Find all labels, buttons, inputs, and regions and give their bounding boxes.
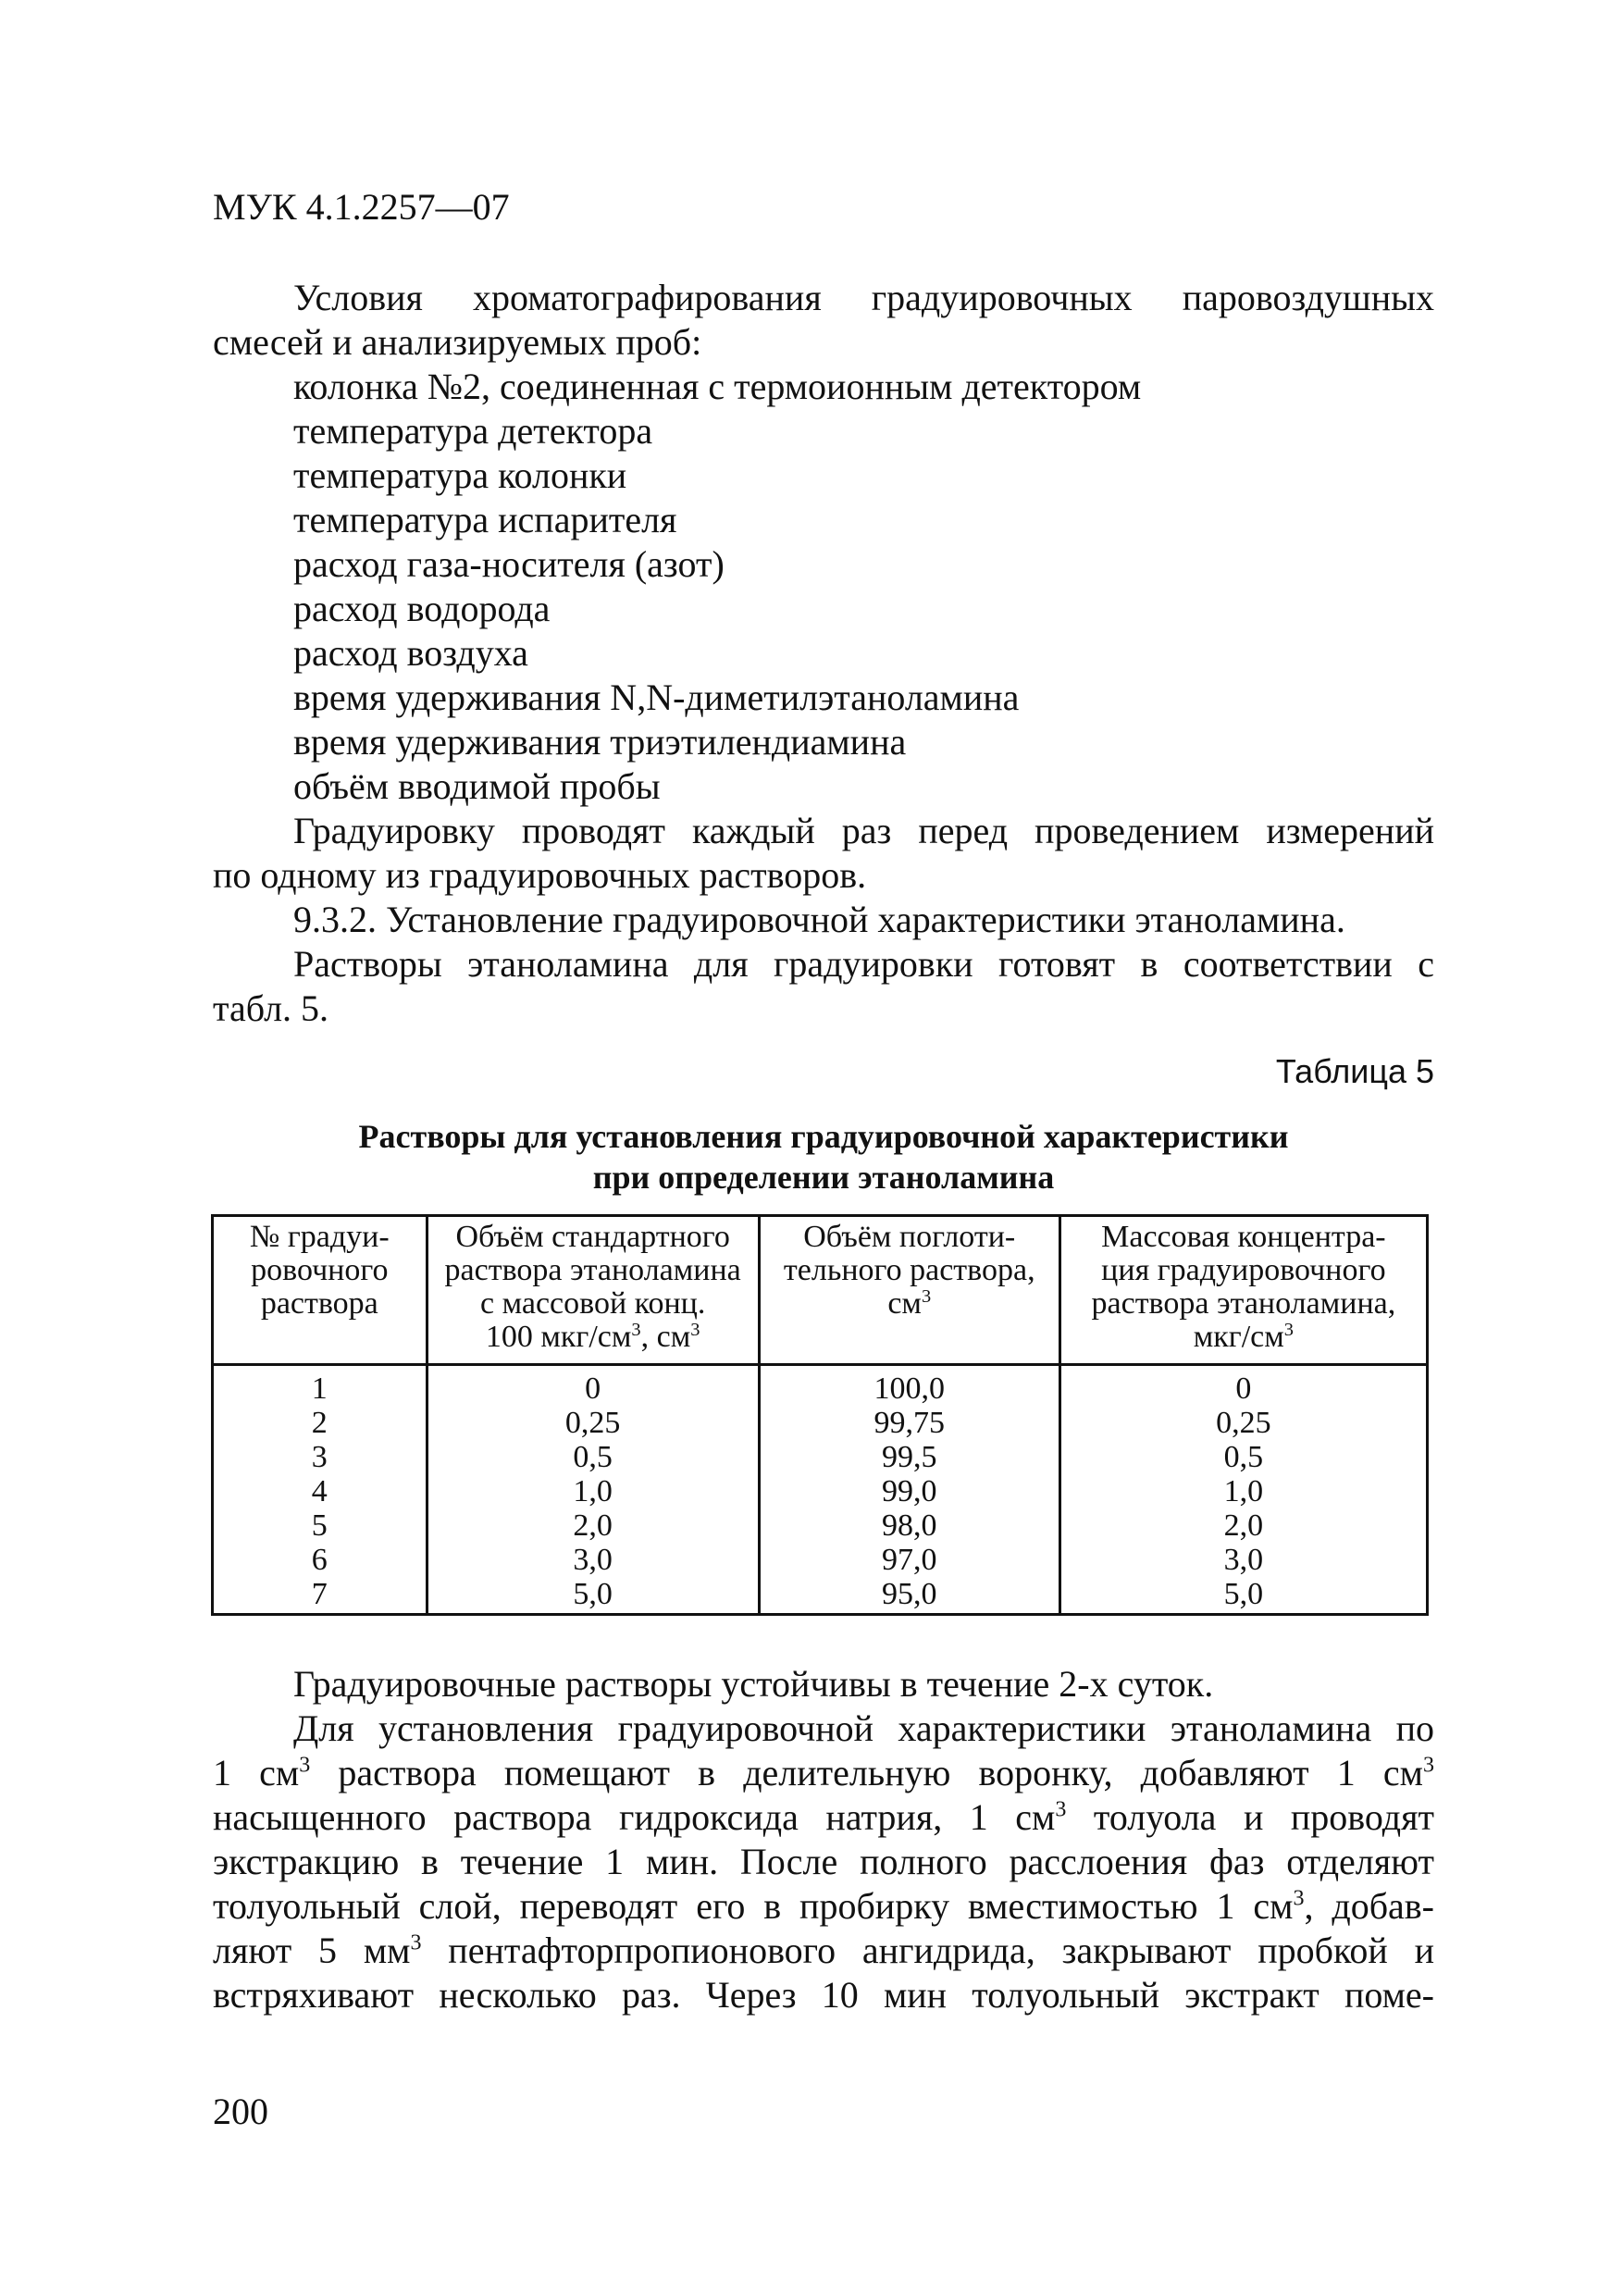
table-number: Таблица 5	[1275, 1052, 1434, 1090]
table-cell: 0,5	[1059, 1440, 1427, 1474]
intro-line-2: смесей и анализируемых проб:	[213, 321, 702, 363]
table-cell: 0	[1059, 1365, 1427, 1407]
table-cell: 2,0	[1059, 1508, 1427, 1543]
condition-item: колонка №2, соединенная с термоионным детектором	[293, 366, 1142, 407]
calibration-note-line-2: по одному из градуировочных растворов.	[213, 854, 867, 896]
condition-item: объём вводимой пробы	[293, 765, 661, 807]
table-cell: 98,0	[759, 1508, 1059, 1543]
table-cell: 7	[213, 1577, 427, 1615]
table-cell: 0	[427, 1365, 759, 1407]
table-cell: 1,0	[1059, 1474, 1427, 1508]
condition-item: расход водорода	[293, 588, 551, 629]
condition-item: время удерживания триэтилендиамина	[293, 721, 907, 763]
table-cell: 99,75	[759, 1406, 1059, 1440]
header-standard-volume: Объём стандартного раствора этаноламина с массовой конц. 100 мкг/$см^3$, $см^3$	[427, 1216, 759, 1365]
solutions-note-line-2: табл. 5.	[213, 987, 329, 1029]
table-row	[213, 1543, 1428, 1577]
table-cell: 5,0	[1059, 1577, 1427, 1615]
table-cell: 0,25	[427, 1406, 759, 1440]
table-cell: 1	[213, 1365, 427, 1407]
condition-item: расход воздуха	[293, 632, 528, 674]
table-title-line-1: Растворы для установления градуировочной характеристики	[358, 1118, 1289, 1155]
table-row	[213, 1577, 1428, 1615]
table-cell: 3,0	[1059, 1543, 1427, 1577]
table-cell: 5,0	[427, 1577, 759, 1615]
table-cell: 1,0	[427, 1474, 759, 1508]
section-heading: 9.3.2. Установление градуировочной характеристики этаноламина.	[293, 899, 1345, 940]
calibration-note-line-1: Градуировку проводят каждый раз перед проведением измерений	[293, 810, 1434, 851]
table-cell: 0,25	[1059, 1406, 1427, 1440]
table-cell: 100,0	[759, 1365, 1059, 1407]
condition-item: расход газа-носителя (азот)	[293, 543, 725, 585]
table-cell: 99,0	[759, 1474, 1059, 1508]
condition-item: температура колонки	[293, 454, 627, 496]
condition-item: время удерживания N,N-диметилэтаноламина	[293, 676, 1020, 718]
conditions-list	[293, 365, 1141, 809]
table-cell: 2	[213, 1406, 427, 1440]
table-row	[213, 1365, 1428, 1407]
stability-note: Градуировочные растворы устойчивы в течение 2-х суток.	[293, 1663, 1214, 1705]
table-cell: 95,0	[759, 1577, 1059, 1615]
table-header-row	[213, 1216, 1428, 1365]
procedure-line-3: насыщенного раствора гидроксида натрия, 1 $см^3$ толуола и проводят	[213, 1796, 1434, 1838]
table-row	[213, 1406, 1428, 1440]
procedure-line-2: 1 $см^3$ раствора помещают в делительную воронку, добавляют 1 $см^3$	[213, 1752, 1434, 1793]
table-row	[213, 1440, 1428, 1474]
calibration-table	[211, 1214, 1429, 1616]
table-title-line-2: при определении этаноламина	[592, 1159, 1055, 1196]
table-cell: 2,0	[427, 1508, 759, 1543]
table-cell: 99,5	[759, 1440, 1059, 1474]
header-mass-concentration: Массовая концентра- ция градуировочного раствора этаноламина, мкг/$см^3$	[1059, 1216, 1427, 1365]
procedure-line-5: толуольный слой, переводят его в пробирку вместимостью 1 $см^3$, добав-	[213, 1885, 1435, 1927]
table-cell: 0,5	[427, 1440, 759, 1474]
page-number: 200	[213, 2091, 268, 2132]
header-solution-number: № градуи- ровочного раствора	[213, 1216, 427, 1365]
table-cell: 5	[213, 1508, 427, 1543]
intro-paragraph	[293, 276, 1434, 320]
procedure-line-6: ляют 5 $мм^3$ пентафторпропионового ангидрида, закрывают пробкой и	[213, 1930, 1434, 1971]
document-header: МУК 4.1.2257—07	[213, 186, 510, 228]
procedure-line-4: экстракцию в течение 1 мин. После полного расслоения фаз отделяют	[213, 1841, 1434, 1882]
table-cell: 4	[213, 1474, 427, 1508]
solutions-note-line-1: Растворы этаноламина для градуировки готовят в соответствии с	[293, 943, 1434, 985]
table-row	[213, 1474, 1428, 1508]
table-cell: 3,0	[427, 1543, 759, 1577]
table-cell: 97,0	[759, 1543, 1059, 1577]
procedure-line-1: Для установления градуировочной характеристики этаноламина по	[293, 1707, 1434, 1749]
header-absorbing-volume: Объём поглоти- тельного раствора, $см^3$	[759, 1216, 1059, 1365]
procedure-line-7: встряхивают несколько раз. Через 10 мин толуольный экстракт поме-	[213, 1974, 1434, 2016]
condition-item: температура испарителя	[293, 499, 677, 540]
table-row	[213, 1508, 1428, 1543]
intro-line-1: Условия хроматографирования градуировочных паровоздушных	[293, 277, 1434, 318]
condition-item: температура детектора	[293, 410, 653, 452]
table-cell: 6	[213, 1543, 427, 1577]
table-cell: 3	[213, 1440, 427, 1474]
